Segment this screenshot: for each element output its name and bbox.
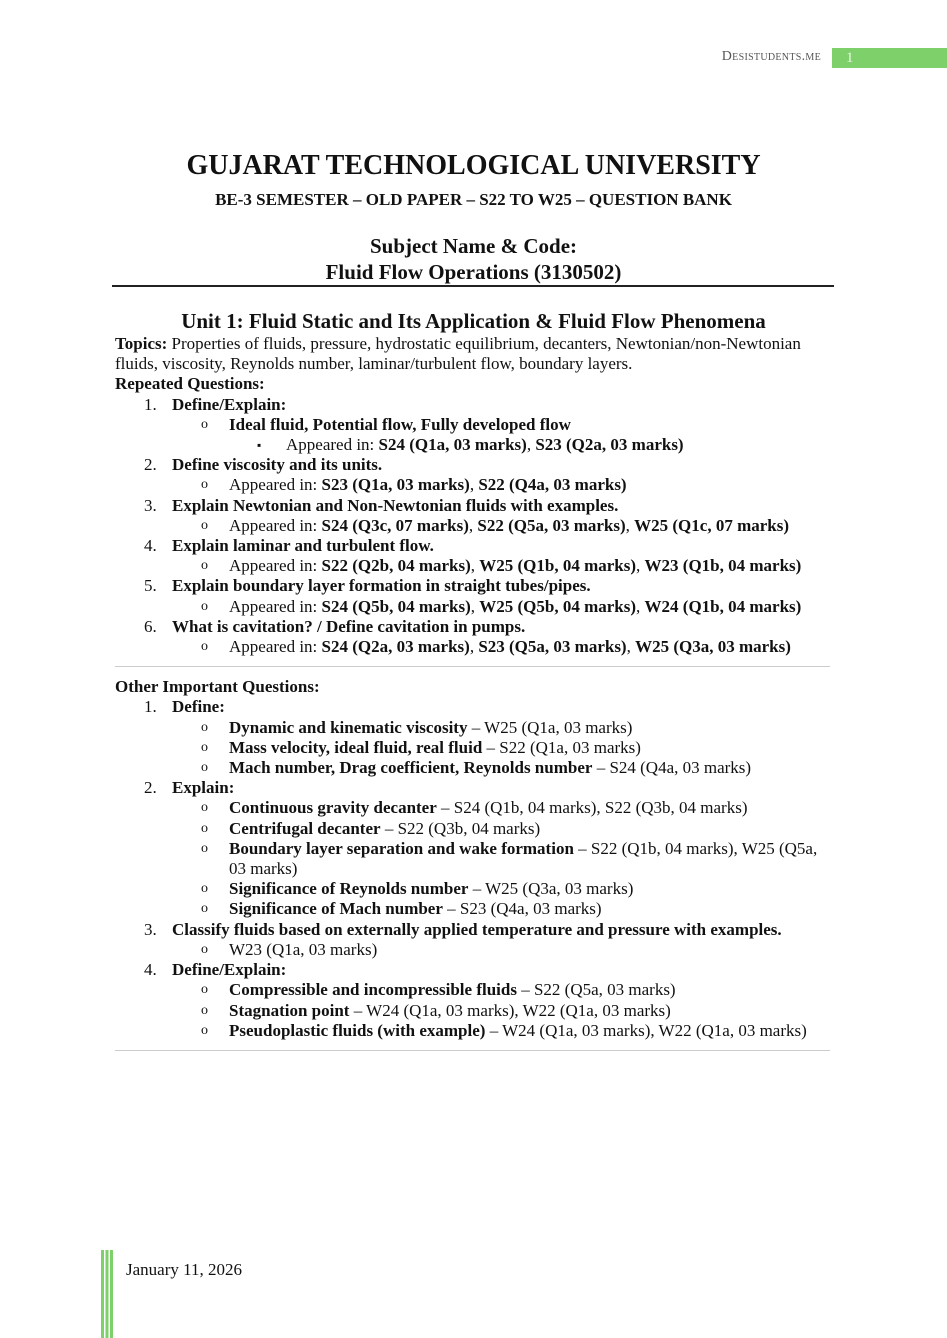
section-text [115,374,830,394]
question-detail [115,798,830,818]
text-segment: S24 (Q3c, 07 marks) [321,515,469,535]
question-item [115,778,830,798]
section-divider [115,666,830,667]
text-segment: – S24 (Q1b, 04 marks), S22 (Q3b, 04 marks) [436,798,748,818]
footer-decoration [101,1250,113,1338]
question-item [115,455,830,475]
title-divider [112,285,834,287]
text-segment: S23 (Q1a, 03 marks) [321,475,470,495]
text-segment: – S22 (Q1b, 04 marks), W25 (Q5a, 03 marks) [229,838,818,879]
bullet-icon: o [201,820,208,836]
text-segment: , [469,475,479,495]
list-number: 3. [144,919,157,939]
text-segment: Centrifugal decanter [229,818,381,838]
text-segment: , [626,637,636,657]
question-item [115,496,830,516]
question-detail [115,637,830,657]
page-number-badge: 1 [832,48,947,68]
bullet-icon: o [201,1002,208,1018]
text-segment: W25 (Q3a, 03 marks) [635,637,791,657]
text-segment: What is cavitation? / Define cavitation in pumps. [172,616,526,636]
text-segment: Mach number, Drag coefficient, Reynolds number [229,758,593,778]
list-number: 4. [144,960,157,980]
text-segment: , [469,637,479,657]
question-list [115,334,830,1061]
question-detail [115,516,830,536]
question-item [115,395,830,415]
text-segment: Mass velocity, ideal fluid, real fluid [229,737,483,757]
text-segment: Appeared in: [229,637,322,657]
text-segment: – S23 (Q4a, 03 marks) [442,899,602,919]
text-segment: Explain boundary layer formation in straight tubes/pipes. [172,576,591,596]
text-segment: – W24 (Q1a, 03 marks), W22 (Q1a, 03 marks) [485,1020,807,1040]
bullet-icon: o [201,477,208,493]
question-detail [115,1001,830,1021]
text-segment: Appeared in: [229,515,322,535]
bullet-icon: o [201,739,208,755]
text-segment: W24 (Q1b, 04 marks) [644,596,802,616]
question-item [115,920,830,940]
text-segment: Appeared in: [286,435,379,455]
text-segment: Pseudoplastic fluids (with example) [229,1020,486,1040]
bullet-icon: o [201,800,208,816]
text-segment: W23 (Q1b, 04 marks) [644,556,802,576]
text-segment: Properties of fluids, pressure, hydrostatic equilibrium, decanters, Newtonian/non-Newtonian fluids, viscosity, Reynolds number, laminar/turbulent flow, boundary layers. [115,334,801,374]
text-segment: W25 (Q1c, 07 marks) [634,515,790,535]
text-segment: – S24 (Q4a, 03 marks) [592,758,752,778]
text-segment: Explain laminar and turbulent flow. [172,536,434,556]
unit-heading: Unit 1: Fluid Static and Its Application & Fluid Flow Phenomena [181,309,766,333]
text-segment: Topics: [115,334,168,353]
text-segment: , [526,435,536,455]
text-segment: Define/Explain: [172,394,287,414]
text-segment: Stagnation point [229,1000,350,1020]
bullet-icon: o [201,517,208,533]
text-segment: Define: [172,697,225,717]
text-segment: , [636,596,645,616]
question-item [115,576,830,596]
list-number: 5. [144,576,157,596]
bullet-icon: o [201,941,208,957]
text-segment: Dynamic and kinematic viscosity [229,717,468,737]
bullet-icon: o [201,719,208,735]
text-segment: Appeared in: [229,556,322,576]
text-segment: S24 (Q5b, 04 marks) [321,596,471,616]
text-segment: Classify fluids based on externally applied temperature and pressure with examples. [172,919,782,939]
question-item [115,697,830,717]
bullet-icon: o [201,901,208,917]
text-segment: Continuous gravity decanter [229,798,437,818]
list-number: 2. [144,455,157,475]
section-divider [115,1050,830,1051]
subject-name: Fluid Flow Operations (3130502) [325,260,622,284]
text-segment: Repeated Questions: [115,374,265,394]
text-segment: – W24 (Q1a, 03 marks), W22 (Q1a, 03 marks) [349,1000,671,1020]
question-detail [115,415,830,435]
question-item [115,536,830,556]
text-segment: S23 (Q5a, 03 marks) [478,637,627,657]
text-segment: Ideal fluid, Potential flow, Fully developed flow [229,414,571,434]
question-detail [115,1021,830,1041]
question-detail [115,758,830,778]
bullet-icon: o [201,639,208,655]
list-number: 1. [144,394,157,414]
question-detail [115,980,830,1000]
text-segment: Define viscosity and its units. [172,455,383,475]
text-segment: S23 (Q2a, 03 marks) [535,435,684,455]
question-detail [115,940,830,960]
text-segment: , [636,556,645,576]
bullet-icon: o [201,840,208,856]
question-detail [115,879,830,899]
text-segment: , [470,556,480,576]
text-segment: Compressible and incompressible fluids [229,980,517,1000]
text-segment: Appeared in: [229,596,322,616]
bullet-icon: o [201,598,208,614]
text-segment: Significance of Reynolds number [229,879,469,899]
text-segment: – W25 (Q1a, 03 marks) [467,717,633,737]
site-name: Desistudents.me [721,49,821,64]
list-number: 1. [144,697,157,717]
question-detail [115,435,830,455]
subject-label: Subject Name & Code: [369,234,578,258]
section-text [115,334,830,374]
text-segment: Define/Explain: [172,960,287,980]
text-segment: W25 (Q5b, 04 marks) [479,596,637,616]
text-segment: S24 (Q2a, 03 marks) [321,637,470,657]
question-detail [115,839,830,879]
list-number: 6. [144,616,157,636]
question-detail [115,899,830,919]
text-segment: , [625,515,635,535]
text-segment: Explain: [172,778,235,798]
text-segment: S22 (Q5a, 03 marks) [477,515,626,535]
bullet-icon: o [201,558,208,574]
list-number: 4. [144,536,157,556]
bullet-icon: o [201,982,208,998]
text-segment: S22 (Q4a, 03 marks) [478,475,627,495]
question-detail [115,556,830,576]
question-item [115,617,830,637]
question-detail [115,819,830,839]
bullet-icon: ▪ [257,438,262,453]
text-segment: , [470,596,480,616]
bullet-icon: o [201,1022,208,1038]
text-segment: S22 (Q2b, 04 marks) [321,556,471,576]
bullet-icon: o [201,881,208,897]
text-segment: Other Important Questions: [115,677,320,697]
text-segment: Significance of Mach number [229,899,443,919]
text-segment: – W25 (Q3a, 03 marks) [468,879,634,899]
question-detail [115,475,830,495]
text-segment: Appeared in: [229,475,322,495]
text-segment: S24 (Q1a, 03 marks) [378,435,527,455]
text-segment: – S22 (Q3b, 04 marks) [380,818,541,838]
question-detail [115,597,830,617]
text-segment: – S22 (Q5a, 03 marks) [516,980,676,1000]
bullet-icon: o [201,416,208,432]
text-segment: W23 (Q1a, 03 marks) [229,939,378,959]
text-segment: – S22 (Q1a, 03 marks) [482,737,641,757]
document-title: GUJARAT TECHNOLOGICAL UNIVERSITY [186,150,761,181]
bullet-icon: o [201,760,208,776]
section-text [115,677,830,697]
question-detail [115,738,830,758]
text-segment: , [468,515,478,535]
question-detail [115,718,830,738]
question-item [115,960,830,980]
footer-date: January 11, 2026 [126,1260,242,1279]
document-subtitle: BE-3 SEMESTER – OLD PAPER – S22 TO W25 – QUESTION BANK [215,190,732,209]
list-number: 2. [144,778,157,798]
text-segment: Boundary layer separation and wake formation [229,838,574,858]
list-number: 3. [144,495,157,515]
text-segment: Explain Newtonian and Non-Newtonian fluids with examples. [172,495,619,515]
text-segment: W25 (Q1b, 04 marks) [479,556,637,576]
